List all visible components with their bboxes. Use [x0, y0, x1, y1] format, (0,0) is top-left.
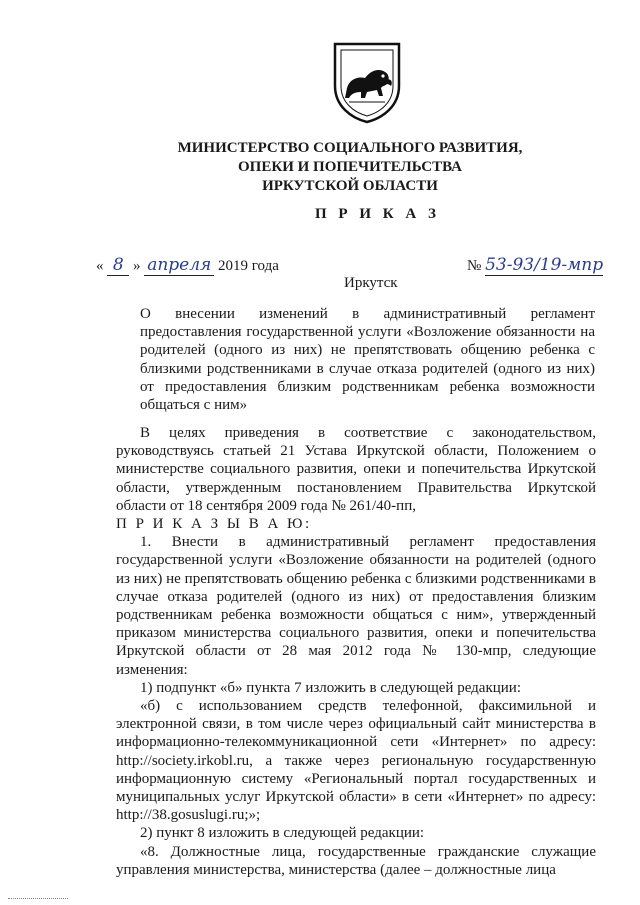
- number-value: 53-93/19-мпр: [485, 255, 604, 275]
- sub-item-2: 2) пункт 8 изложить в следующей редакции:: [140, 825, 425, 842]
- city-name: Иркутск: [344, 275, 398, 291]
- date-close-quote: »: [133, 258, 141, 274]
- order-subject: О внесении изменений в административный регламент предоставления государственной услуги «Возложение обязанности на родителей (одного из них) не препятствовать общению ребенка с близкими родственниками в случае отказа родителей (одного из них) от предоставления близким родственникам ребенка возможности общаться с ним»: [140, 306, 595, 414]
- sub-item-2-text: «8. Должностные лица, государственные гражданские служащие управления министерства, министерства (далее – должностные лица: [116, 843, 596, 878]
- sub-item-1: 1) подпункт «б» пункта 7 изложить в следующей редакции:: [140, 679, 521, 696]
- date-day: 8: [107, 255, 129, 276]
- orders-label: П Р И К А З Ы В А Ю:: [116, 516, 312, 533]
- preamble-paragraph: В целях приведения в соответствие с законодательством, руководствуясь статьей 21 Устава Иркутской области, Положением о министерстве социального развития, опеки и попечительства Иркутской области, утвержденным постановлением Правительства Иркутской области от 18 сентября 2009 года № 261/40-пп,: [116, 425, 596, 514]
- item-1-paragraph: 1. Внести в административный регламент предоставления государственной услуги «Возложение обязанности на родителей (одного из них) не препятствовать общению ребенка с близкими родственниками в случае отказа родителей (одного из них) от предоставления близким родственникам ребенка возможности общаться с ним», утвержденный приказом министерства социального развития, опеки и попечительства Иркутской области от 28 мая 2012 года № 130-мпр, следующие изменения:: [116, 534, 596, 678]
- footer-divider: [8, 898, 68, 899]
- order-number: [467, 255, 603, 276]
- number-label: №: [467, 258, 482, 274]
- ministry-name-line-2: ОПЕКИ И ПОПЕЧИТЕЛЬСТВА: [238, 159, 462, 175]
- sub-item-1-text: «б) с использованием средств телефонной, факсимильной и электронной связи, в том числе через официальный сайт министерства в информационно-телекоммуникационной сети «Интернет» по адресу: http://society.irkobl.ru, а также через региональную государственную информационную систему «Региональный портал государственных и муниципальных услуг Иркутской области» в сети «Интернет» по адресу: http://38.gosuslugi.ru;»;: [116, 698, 596, 824]
- date-year: 2019 года: [218, 258, 279, 274]
- date-open-quote: «: [96, 258, 104, 274]
- document-type-title: П Р И К А З: [315, 206, 440, 222]
- date-month: апреля: [144, 255, 214, 276]
- order-body: [116, 424, 596, 879]
- coat-of-arms-icon: [327, 40, 407, 124]
- order-date: [96, 255, 279, 276]
- ministry-name-line-1: МИНИСТЕРСТВО СОЦИАЛЬНОГО РАЗВИТИЯ,: [177, 140, 523, 156]
- ministry-name-line-3: ИРКУТСКОЙ ОБЛАСТИ: [262, 178, 438, 194]
